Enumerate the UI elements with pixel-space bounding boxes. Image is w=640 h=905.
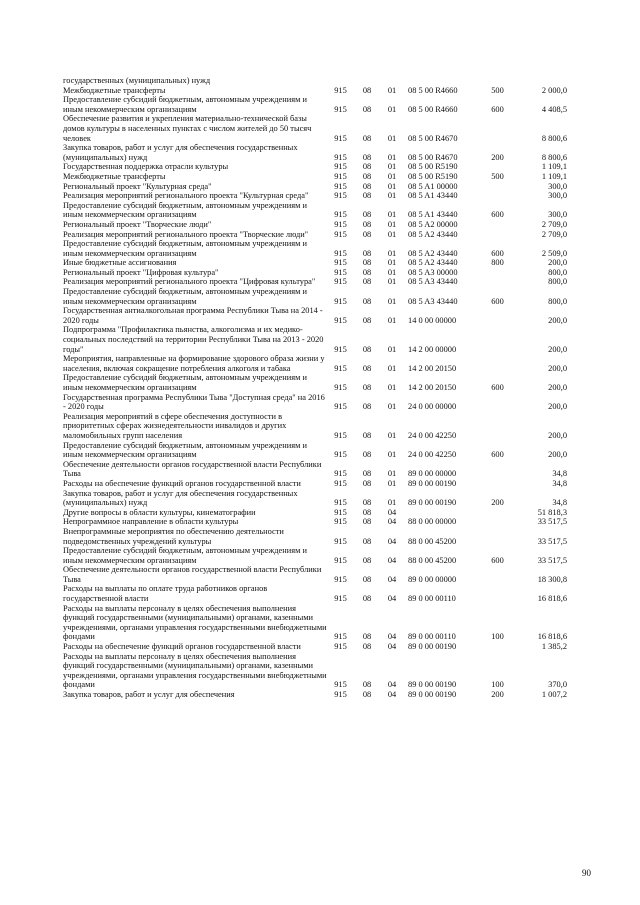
pr-code: 01: [387, 258, 397, 268]
vr-code: 600: [491, 248, 504, 258]
csr-code: 89 0 00 00190: [408, 690, 457, 699]
pr-code: 01: [387, 133, 397, 143]
ved-code: 915: [334, 85, 347, 95]
vr-code: 200: [491, 152, 504, 162]
row-name: Обеспечение деятельности органов государственной власти Республики Тыва: [63, 459, 322, 479]
rz-code: 08: [362, 642, 372, 652]
csr-code: 08 5 A1 43440: [408, 210, 458, 220]
csr-code: 08 5 00 R4660: [408, 85, 458, 95]
ved-code: 915: [334, 469, 347, 479]
sum-value: 300,0: [548, 181, 567, 191]
rz-code: 08: [362, 507, 372, 517]
table-row: [63, 201, 567, 220]
sum-value: 51 818,3: [537, 507, 567, 517]
csr-code: 24 0 00 42250: [408, 450, 457, 460]
csr-code: 14 0 00 00000: [408, 315, 457, 325]
rz-code: 08: [362, 152, 372, 162]
sum-value: 2 709,0: [541, 229, 567, 239]
table-row: [63, 517, 567, 527]
budget-table: [63, 76, 567, 700]
ved-code: 915: [334, 162, 347, 172]
vr-code: 600: [491, 296, 504, 306]
csr-code: 88 0 00 45200: [408, 555, 457, 565]
pr-code: 04: [387, 536, 397, 546]
csr-code: 24 0 00 42250: [408, 430, 457, 440]
rz-code: 08: [362, 450, 372, 460]
vr-code: [488, 162, 507, 172]
table-row: [63, 460, 567, 479]
vr-code: [488, 114, 507, 143]
vr-code: 600: [491, 210, 504, 220]
sum-value: 8 800,6: [541, 133, 567, 143]
sum-value: 16 818,6: [537, 632, 567, 642]
sum-value: 800,0: [548, 296, 567, 306]
table-row: [63, 191, 567, 201]
ved-code: 915: [334, 191, 347, 201]
ved-code: 915: [334, 690, 347, 699]
sum-value: 34,8: [552, 478, 567, 488]
pr-code: 01: [387, 162, 397, 172]
row-name: Иные бюджетные ассигнования: [63, 258, 177, 268]
pr-code: 01: [387, 383, 397, 392]
table-row: [63, 527, 567, 546]
row-name: Расходы на обеспечение функций органов государственной власти: [63, 478, 301, 488]
rz-code: 08: [362, 383, 372, 392]
rz-code: 08: [362, 162, 372, 172]
vr-code: [488, 230, 507, 240]
table-row: [63, 306, 567, 325]
vr-code: 200: [491, 498, 504, 508]
sum-value: 33 517,5: [537, 517, 567, 527]
rz-code: 08: [362, 555, 372, 565]
ved-code: 915: [334, 536, 347, 546]
row-name: Предоставление субсидий бюджетным, автономным учреждениям и иным некоммерческим организациям: [63, 239, 307, 258]
ved-code: 915: [334, 383, 347, 392]
table-row: [63, 642, 567, 652]
row-name: Обеспечение деятельности органов государственной власти Республики Тыва: [63, 565, 322, 584]
csr-code: 14 2 00 20150: [408, 383, 457, 392]
rz-code: 08: [362, 517, 372, 527]
row-name: Внепрограммные мероприятия по обеспечению деятельности подведомственных учреждений культуры: [63, 526, 284, 546]
row-name: Государственная антиалкогольная программа Республики Тыва на 2014 - 2020 годы: [63, 306, 323, 325]
row-name: Подпрограмма "Профилактика пьянства, алкоголизма и их медико-социальных последствий на территории Республики Тыва на 2013 - 2020 годы": [63, 325, 324, 354]
page-number: 90: [582, 868, 591, 878]
rz-code: 08: [362, 363, 372, 373]
row-name: Межбюджетные трансферты: [63, 171, 166, 181]
table-body: [63, 76, 567, 700]
pr-code: 04: [387, 680, 397, 690]
vr-code: [488, 527, 507, 546]
rz-code: 08: [362, 277, 372, 287]
ved-code: 915: [334, 267, 347, 277]
csr-code: 14 2 00 00000: [408, 344, 457, 354]
table-row: [63, 114, 567, 143]
sum-value: 800,0: [548, 267, 567, 277]
row-name: Другие вопросы в области культуры, кинематографии: [63, 507, 256, 517]
sum-value: 300,0: [548, 210, 567, 220]
vr-code: 200: [491, 690, 504, 699]
table-row: [63, 287, 567, 306]
table-row: [63, 220, 567, 230]
ved-code: 915: [334, 507, 347, 517]
pr-code: 01: [387, 450, 397, 460]
table-row: [63, 95, 567, 114]
row-name: Реализация мероприятий регионального проекта "Творческие люди": [63, 229, 309, 239]
rz-code: 08: [362, 267, 372, 277]
vr-code: 600: [491, 383, 504, 392]
csr-code: 08 5 00 R4670: [408, 152, 458, 162]
pr-code: 01: [387, 85, 397, 95]
row-name: Реализация мероприятий регионального проекта "Культурная среда": [63, 191, 309, 201]
sum-value: 200,0: [548, 344, 567, 354]
rz-code: 08: [362, 680, 372, 690]
ved-code: 915: [334, 219, 347, 229]
csr-code: 08 5 00 R4670: [408, 133, 458, 143]
pr-code: 01: [387, 104, 397, 114]
vr-code: [488, 393, 507, 412]
csr-code: 89 0 00 00000: [408, 469, 457, 479]
table-row: [63, 268, 567, 278]
table-row: [63, 325, 567, 354]
pr-code: 01: [387, 296, 397, 306]
row-name: Расходы на выплаты персоналу в целях обеспечения выполнения функций государственными (муниципальными) органами, казенными учреждениями, органами управления государственными внебюджетными фондами: [63, 603, 327, 642]
vr-code: 500: [491, 85, 504, 95]
vr-code: [488, 325, 507, 354]
pr-code: 01: [387, 498, 397, 508]
sum-value: [507, 76, 567, 86]
ved-code: 915: [334, 258, 347, 268]
rz-code: 08: [362, 171, 372, 181]
table-row: [63, 584, 567, 603]
ved-code: 915: [334, 642, 347, 652]
csr-code: 08 5 00 R4660: [408, 104, 458, 114]
rz-code: 08: [362, 191, 372, 201]
rz-code: 08: [362, 181, 372, 191]
csr-code: 89 0 00 00000: [408, 574, 457, 584]
rz-code: 08: [362, 296, 372, 306]
rz-code: 08: [362, 430, 372, 440]
table-row: [63, 652, 567, 690]
vr-code: 800: [491, 258, 504, 268]
vr-code: [488, 517, 507, 527]
ved-code: 915: [334, 344, 347, 354]
pr-code: 01: [387, 478, 397, 488]
vr-code: [488, 565, 507, 584]
pr-code: 01: [387, 229, 397, 239]
table-row: [63, 258, 567, 268]
table-row: [63, 162, 567, 172]
sum-value: 200,0: [548, 363, 567, 373]
csr-code: 89 0 00 00110: [408, 594, 456, 604]
row-name: Межбюджетные трансферты: [63, 85, 166, 95]
csr-code: 88 0 00 00000: [408, 517, 457, 527]
table-row: [63, 239, 567, 258]
sum-value: 16 818,6: [537, 594, 567, 604]
csr-code: 89 0 00 00190: [408, 642, 457, 652]
table-row: [63, 354, 567, 373]
table-row: [63, 565, 567, 584]
vr-code: [488, 508, 507, 518]
ved-code: 915: [334, 133, 347, 143]
rz-code: 08: [362, 315, 372, 325]
csr-code: 08 5 A2 43440: [408, 248, 458, 258]
pr-code: 01: [387, 430, 397, 440]
csr-code: 08 5 00 R5190: [408, 171, 458, 181]
ved-code: 915: [334, 574, 347, 584]
rz-code: 08: [362, 248, 372, 258]
pr-code: 01: [387, 152, 397, 162]
ved-code: [327, 76, 354, 86]
row-name: Непрограммное направление в области культуры: [63, 517, 239, 527]
rz-code: 08: [362, 469, 372, 479]
row-name: Предоставление субсидий бюджетным, автономным учреждениям и иным некоммерческим организациям: [63, 373, 307, 392]
table-row: [63, 508, 567, 518]
rz-code: 08: [362, 85, 372, 95]
ved-code: 915: [334, 248, 347, 258]
pr-code: 04: [387, 507, 397, 517]
ved-code: 915: [334, 229, 347, 239]
pr-code: 04: [387, 555, 397, 565]
vr-code: 600: [491, 104, 504, 114]
row-name: Закупка товаров, работ и услуг для обеспечения государственных (муниципальных) нужд: [63, 488, 298, 508]
row-name: Предоставление субсидий бюджетным, автономным учреждениям и иным некоммерческим организациям: [63, 95, 307, 114]
vr-code: [488, 268, 507, 278]
sum-value: 200,0: [548, 450, 567, 460]
ved-code: 915: [334, 181, 347, 191]
ved-code: 915: [334, 632, 347, 642]
rz-code: 08: [362, 594, 372, 604]
pr-code: 01: [387, 181, 397, 191]
csr-code: 88 0 00 45200: [408, 536, 457, 546]
rz-code: 08: [362, 133, 372, 143]
rz-code: 08: [362, 536, 372, 546]
table-row: [63, 604, 567, 642]
sum-value: 1 385,2: [541, 642, 567, 652]
table-row: [63, 277, 567, 287]
csr-code: 14 2 00 20150: [408, 363, 457, 373]
sum-value: 200,0: [548, 315, 567, 325]
vr-code: [488, 479, 507, 489]
pr-code: 04: [387, 594, 397, 604]
pr-code: 04: [387, 574, 397, 584]
sum-value: 300,0: [548, 191, 567, 201]
csr-code: [404, 76, 488, 86]
rz-code: 08: [362, 104, 372, 114]
vr-code: [488, 76, 507, 86]
ved-code: 915: [334, 430, 347, 440]
sum-value: 2 509,0: [541, 248, 567, 258]
ved-code: 915: [334, 555, 347, 565]
vr-code: [488, 584, 507, 603]
pr-code: 01: [387, 402, 397, 412]
rz-code: 08: [362, 210, 372, 220]
row-name: Предоставление субсидий бюджетным, автономным учреждениям и иным некоммерческим организациям: [63, 440, 307, 460]
pr-code: 04: [387, 632, 397, 642]
table-row: [63, 230, 567, 240]
pr-code: 01: [387, 219, 397, 229]
rz-code: 08: [362, 574, 372, 584]
sum-value: 200,0: [548, 402, 567, 412]
csr-code: 08 5 A1 43440: [408, 191, 458, 201]
ved-code: 915: [334, 478, 347, 488]
table-row: [63, 182, 567, 192]
csr-code: 08 5 A3 43440: [408, 296, 458, 306]
row-name: Расходы на выплаты персоналу в целях обеспечения выполнения функций государственными (муниципальными) органами, казенными учреждениями, органами управления государственными внебюджетными фондами: [63, 651, 327, 690]
vr-code: [488, 220, 507, 230]
ved-code: 915: [334, 680, 347, 690]
sum-value: 200,0: [548, 430, 567, 440]
ved-code: 915: [334, 594, 347, 604]
row-name: Закупка товаров, работ и услуг для обеспечения: [63, 690, 235, 699]
ved-code: 915: [334, 210, 347, 220]
pr-code: [380, 76, 404, 86]
rz-code: 08: [362, 690, 372, 699]
vr-code: 100: [491, 680, 504, 690]
ved-code: 915: [334, 363, 347, 373]
sum-value: 200,0: [548, 258, 567, 268]
vr-code: 600: [491, 450, 504, 460]
row-name: Государственная поддержка отрасли культуры: [63, 162, 229, 172]
rz-code: 08: [362, 632, 372, 642]
pr-code: 04: [387, 517, 397, 527]
row-name: Предоставление субсидий бюджетным, автономным учреждениям и иным некоммерческим организациям: [63, 200, 307, 220]
vr-code: 100: [491, 632, 504, 642]
csr-code: 08 5 A2 43440: [408, 258, 458, 268]
table-row: [63, 172, 567, 182]
pr-code: 01: [387, 248, 397, 258]
ved-code: 915: [334, 277, 347, 287]
csr-code: 89 0 00 00110: [408, 632, 456, 642]
row-name: Региональный проект "Цифровая культура": [63, 267, 219, 277]
vr-code: 500: [491, 171, 504, 181]
sum-value: 4 408,5: [541, 104, 567, 114]
row-name: Региональный проект "Культурная среда": [63, 181, 212, 191]
row-name: Реализация мероприятий регионального проекта "Цифровая культура": [63, 277, 316, 287]
rz-code: 08: [362, 402, 372, 412]
sum-value: 8 800,6: [541, 152, 567, 162]
table-row: [63, 441, 567, 460]
row-name: Государственная программа Республики Тыва "Доступная среда" на 2016 - 2020 годы: [63, 392, 325, 412]
csr-code: 08 5 00 R5190: [408, 162, 458, 172]
rz-code: 08: [362, 258, 372, 268]
ved-code: 915: [334, 315, 347, 325]
vr-code: [488, 277, 507, 287]
csr-code: 24 0 00 00000: [408, 402, 457, 412]
sum-value: 1 109,1: [541, 171, 567, 181]
table-row: [63, 373, 567, 392]
sum-value: 33 517,5: [537, 555, 567, 565]
row-name: Предоставление субсидий бюджетным, автономным учреждениям и иным некоммерческим организациям: [63, 287, 307, 306]
ved-code: 915: [334, 171, 347, 181]
table-row: [63, 479, 567, 489]
ved-code: 915: [334, 450, 347, 460]
pr-code: 01: [387, 210, 397, 220]
row-name: Обеспечение развития и укрепления материально-технической базы домов культуры в населенных пунктах с числом жителей до 50 тысяч человек: [63, 114, 312, 143]
ved-code: 915: [334, 498, 347, 508]
sum-value: 2 709,0: [541, 219, 567, 229]
table-row: [63, 489, 567, 508]
ved-code: 915: [334, 104, 347, 114]
rz-code: [354, 76, 380, 86]
pr-code: 01: [387, 171, 397, 181]
vr-code: [488, 642, 507, 652]
table-row: [63, 86, 567, 96]
rz-code: 08: [362, 344, 372, 354]
sum-value: 800,0: [548, 277, 567, 287]
sum-value: 1 007,2: [541, 690, 567, 699]
row-name: Расходы на обеспечение функций органов государственной власти: [63, 642, 301, 652]
vr-code: [488, 191, 507, 201]
sum-value: 34,8: [552, 498, 567, 508]
pr-code: 04: [387, 642, 397, 652]
sum-value: 200,0: [548, 383, 567, 392]
row-name: Закупка товаров, работ и услуг для обеспечения государственных (муниципальных) нужд: [63, 143, 298, 162]
pr-code: 01: [387, 344, 397, 354]
rz-code: 08: [362, 498, 372, 508]
pr-code: 01: [387, 277, 397, 287]
pr-code: 01: [387, 267, 397, 277]
pr-code: 01: [387, 469, 397, 479]
sum-value: 370,0: [548, 680, 567, 690]
csr-code: 08 5 A3 00000: [408, 267, 458, 277]
sum-value: 1 109,1: [541, 162, 567, 172]
row-name: Региональный проект "Творческие люди": [63, 219, 212, 229]
row-name: Мероприятия, направленные на формирование здорового образа жизни у населения, включая сокращение потребления алкоголя и табака: [63, 354, 325, 373]
table-row: [63, 690, 567, 700]
row-name: Реализация мероприятий в сфере обеспечения доступности в приоритетных сферах жизнедеятельности инвалидов и других маломобильных групп населения: [63, 411, 287, 440]
table-row: [63, 76, 567, 86]
sum-value: 18 300,8: [537, 574, 567, 584]
row-name: Расходы на выплаты по оплате труда работников органов государственной власти: [63, 584, 268, 604]
pr-code: 01: [387, 363, 397, 373]
csr-code: 89 0 00 00190: [408, 680, 457, 690]
vr-code: [488, 412, 507, 441]
pr-code: 01: [387, 191, 397, 201]
vr-code: [488, 354, 507, 373]
csr-code: 89 0 00 00190: [408, 498, 457, 508]
rz-code: 08: [362, 478, 372, 488]
table-row: [63, 143, 567, 162]
csr-code: [404, 508, 488, 518]
pr-code: 04: [387, 690, 397, 699]
sum-value: 33 517,5: [537, 536, 567, 546]
csr-code: 08 5 A2 00000: [408, 219, 458, 229]
csr-code: 08 5 A1 00000: [408, 181, 458, 191]
sum-value: 2 000,0: [541, 85, 567, 95]
csr-code: 08 5 A2 43440: [408, 229, 458, 239]
table-row: [63, 412, 567, 441]
table-row: [63, 393, 567, 412]
ved-code: 915: [334, 152, 347, 162]
rz-code: 08: [362, 219, 372, 229]
vr-code: [488, 182, 507, 192]
ved-code: 915: [334, 517, 347, 527]
pr-code: 01: [387, 315, 397, 325]
row-name: государственных (муниципальных) нужд: [63, 76, 211, 85]
vr-code: 600: [491, 555, 504, 565]
csr-code: 08 5 A3 43440: [408, 277, 458, 287]
table-row: [63, 546, 567, 565]
rz-code: 08: [362, 229, 372, 239]
sum-value: 34,8: [552, 469, 567, 479]
ved-code: 915: [334, 296, 347, 306]
csr-code: 89 0 00 00190: [408, 478, 457, 488]
row-name: Предоставление субсидий бюджетным, автономным учреждениям и иным некоммерческим организациям: [63, 546, 307, 565]
vr-code: [488, 460, 507, 479]
ved-code: 915: [334, 402, 347, 412]
vr-code: [488, 306, 507, 325]
